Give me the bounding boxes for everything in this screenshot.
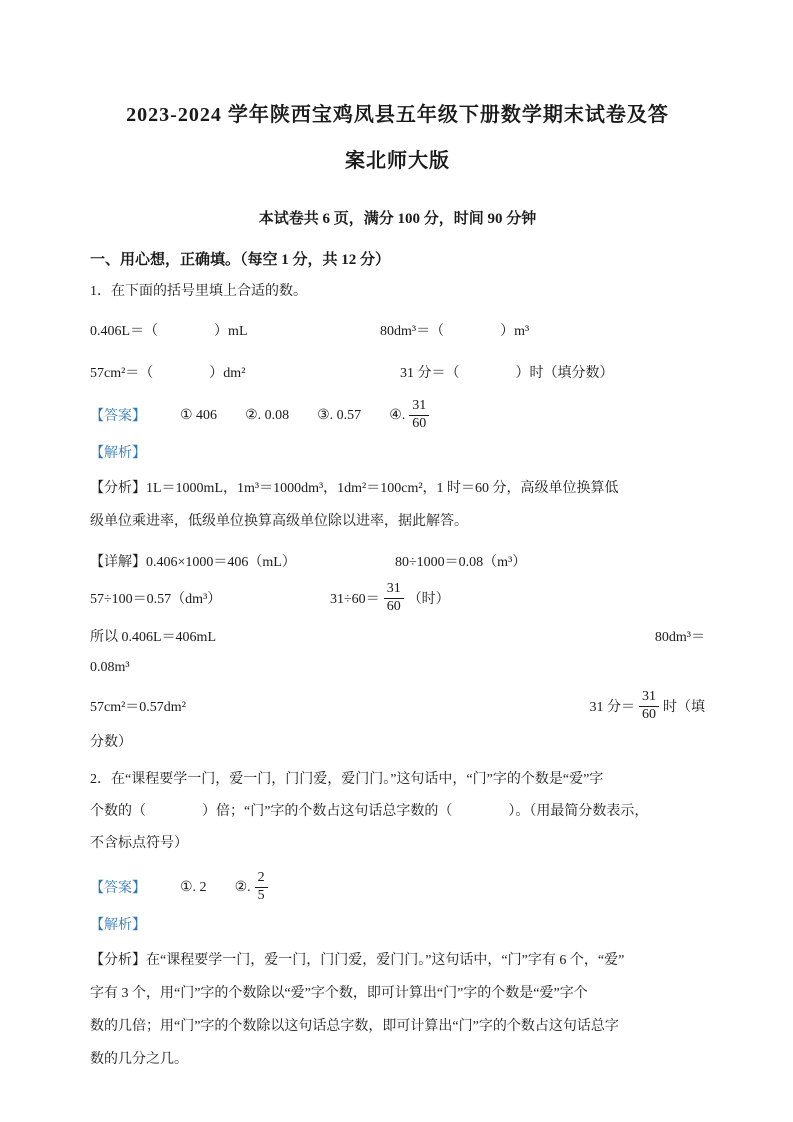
q2-answer-row bbox=[90, 866, 705, 908]
q2-stem-line2: 个数的（ ）倍；“门”字的个数占这句话总字数的（ ）。（用最简分数表示， bbox=[90, 804, 649, 819]
q1-jiexi-label: 【解析】 bbox=[90, 446, 146, 461]
q2-answer-2 bbox=[235, 870, 272, 903]
q1-blank2: 80dm³＝（ ）m³ bbox=[380, 324, 530, 339]
q1-blank-row2 bbox=[90, 356, 705, 388]
q1-answer-4-label: ④. bbox=[389, 407, 406, 423]
q1-calc4-post: （时） bbox=[407, 592, 450, 607]
answer-label: 【答案】 bbox=[90, 409, 146, 424]
q1-conclusion-right: 80dm³＝ bbox=[654, 630, 705, 645]
q1-answer-2: ②. 0.08 bbox=[245, 407, 290, 423]
q2-stem bbox=[90, 764, 705, 860]
page-title-line2: 案北师大版 bbox=[345, 150, 450, 172]
q1-conclusion-left: 所以 0.406L＝406mL bbox=[90, 630, 216, 645]
q2-stem-line1: 2．在“课程要学一门，爱一门，门门爱，爱门门。”这句话中，“门”字的个数是“爱”字 bbox=[90, 772, 604, 787]
q1-conclusion-row2 bbox=[90, 684, 705, 728]
q1-stem: 1．在下面的括号里填上合适的数。 bbox=[90, 284, 307, 299]
fraction-31-60: $\frac{31}{60}$ bbox=[639, 689, 659, 722]
fraction-2-5: $\frac{2}{5}$ bbox=[255, 870, 268, 903]
q2-jiexi-label: 【解析】 bbox=[90, 918, 146, 933]
section1-heading: 一、用心想，正确填。（每空 1 分，共 12 分） bbox=[90, 252, 391, 268]
q1-answer-row bbox=[90, 394, 705, 436]
q2-answer-1: ①. 2 bbox=[180, 879, 207, 895]
fraction-31-60: $\frac{31}{60}$ bbox=[384, 581, 404, 614]
q1-calc3: 57÷100＝0.57（dm³） bbox=[90, 592, 222, 607]
q1-blank3: 57cm²＝（ ）dm² bbox=[90, 366, 246, 381]
q1-blank-row1 bbox=[90, 314, 705, 346]
q2-analysis-line2: 字有 3 个，用“门”字的个数除以“爱”字个数，即可计算出“门”字的个数是“爱”字个 bbox=[90, 986, 588, 1001]
q1-result-cont: 分数） bbox=[90, 735, 132, 750]
q1-calc4 bbox=[330, 581, 450, 614]
q1-conclusion-cont: 0.08m³ bbox=[90, 660, 130, 675]
q1-analysis bbox=[90, 472, 705, 538]
q1-conclusion-row1 bbox=[90, 620, 705, 652]
q1-calc4-pre: 31÷60＝ bbox=[330, 592, 380, 607]
q2-answer-items bbox=[180, 870, 272, 903]
q1-detail-calc2: 80÷1000＝0.08（m³） bbox=[395, 555, 527, 570]
q1-answer-4 bbox=[389, 398, 433, 431]
q1-result-right-pre: 31 分＝ bbox=[589, 700, 635, 715]
q1-result-right-post: 时（填 bbox=[663, 700, 705, 715]
q1-result-left: 57cm²＝0.57dm² bbox=[90, 700, 186, 715]
q1-detail-calc1: 【详解】0.406×1000＝406（mL） bbox=[90, 555, 296, 570]
q1-answer-items bbox=[180, 398, 433, 431]
q2-analysis-line1: 【分析】在“课程要学一门，爱一门，门门爱，爱门门。”这句话中，“门”字有 6 个，“爱” bbox=[90, 953, 625, 968]
q1-analysis-line2: 级单位乘进率，低级单位换算高级单位除以进率，据此解答。 bbox=[90, 514, 468, 529]
q2-answer-2-label: ②. bbox=[234, 879, 251, 895]
fraction-31-60: $\frac{31}{60}$ bbox=[409, 398, 429, 431]
exam-info-subtitle: 本试卷共 6 页，满分 100 分，时间 90 分钟 bbox=[258, 211, 537, 227]
q2-stem-line3: 不含标点符号） bbox=[90, 836, 188, 851]
page-title-line1: 2023-2024 学年陕西宝鸡凤县五年级下册数学期末试卷及答 bbox=[126, 104, 669, 126]
q1-calc-row2 bbox=[90, 576, 705, 620]
answer-label: 【答案】 bbox=[90, 881, 146, 896]
q1-detail-row bbox=[90, 546, 705, 576]
q1-analysis-line1: 【分析】1L＝1000mL，1m³＝1000dm³，1dm²＝100cm²，1 时＝60 分，高级单位换算低 bbox=[90, 481, 619, 496]
q2-analysis bbox=[90, 944, 705, 1076]
q1-blank4: 31 分＝（ ）时（填分数） bbox=[400, 366, 614, 381]
page-title bbox=[90, 92, 705, 184]
q1-result-right bbox=[590, 689, 706, 722]
q2-analysis-line4: 数的几分之几。 bbox=[90, 1052, 188, 1067]
q1-answer-1: ① 406 bbox=[180, 407, 218, 423]
q1-blank1: 0.406L＝（ ）mL bbox=[90, 324, 248, 339]
q1-answer-3: ③. 0.57 bbox=[317, 407, 362, 423]
q2-analysis-line3: 数的几倍；用“门”字的个数除以这句话总字数，即可计算出“门”字的个数占这句话总字 bbox=[90, 1019, 619, 1034]
